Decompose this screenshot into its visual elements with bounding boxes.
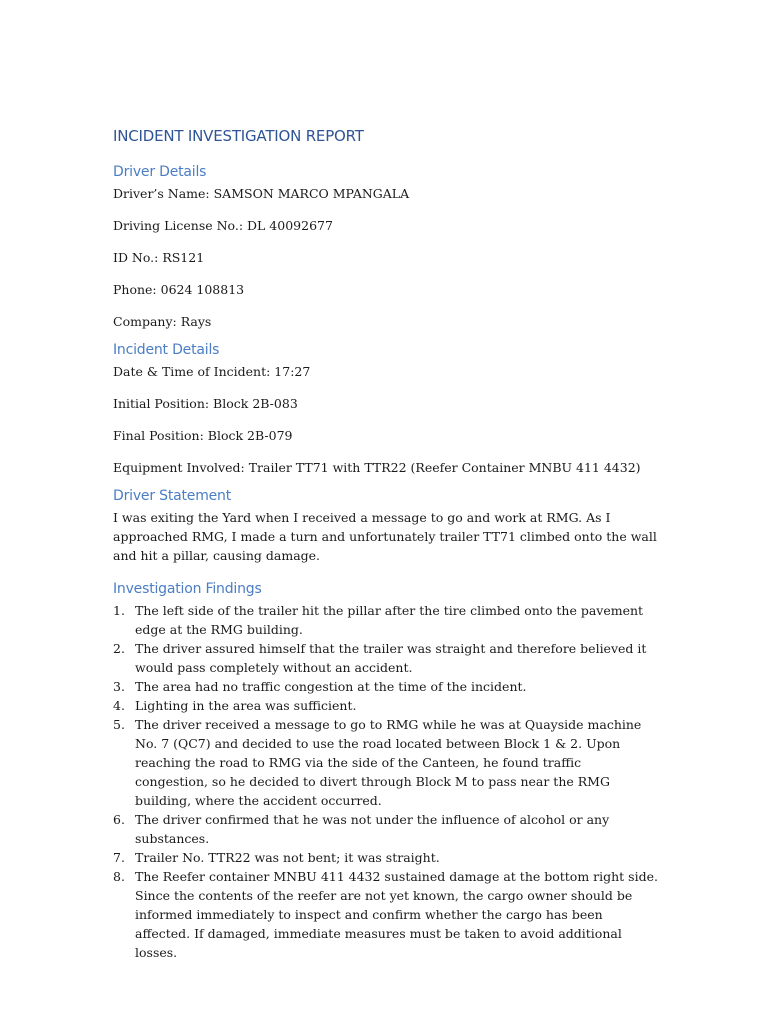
report-title: INCIDENT INVESTIGATION REPORT [113, 127, 364, 145]
finding-item [113, 848, 658, 867]
finding-text: Lighting in the area was sufficient. [135, 698, 357, 713]
finding-number: 6. [113, 812, 125, 827]
finding-item [113, 867, 658, 962]
driver-name-field: Driver’s Name: SAMSON MARCO MPANGALA [113, 186, 410, 201]
company-field: Company: Rays [113, 314, 212, 329]
investigation-findings-heading: Investigation Findings [113, 581, 262, 597]
finding-text: The driver confirmed that he was not under the influence of alcohol or any substances. [135, 812, 610, 846]
driver-statement-heading: Driver Statement [113, 488, 232, 504]
finding-number: 7. [113, 850, 125, 865]
finding-item [113, 715, 658, 810]
finding-item [113, 810, 658, 848]
finding-number: 3. [113, 679, 125, 694]
report-page [113, 125, 658, 962]
finding-text: The left side of the trailer hit the pillar after the tire climbed onto the pavement edge at the RMG building. [135, 603, 644, 637]
finding-item [113, 601, 658, 639]
initial-position-field: Initial Position: Block 2B-083 [113, 396, 298, 411]
finding-text: The driver assured himself that the trailer was straight and therefore believed it would pass completely without an accident. [135, 641, 647, 675]
incident-details-heading: Incident Details [113, 342, 220, 358]
finding-item [113, 696, 658, 715]
finding-number: 1. [113, 603, 125, 618]
incident-datetime-field: Date & Time of Incident: 17:27 [113, 364, 311, 379]
finding-number: 4. [113, 698, 125, 713]
finding-number: 2. [113, 641, 125, 656]
incident-details-section [113, 340, 658, 477]
driver-details-section [113, 162, 658, 331]
equipment-involved-field: Equipment Involved: Trailer TT71 with TTR22 (Reefer Container MNBU 411 4432) [113, 460, 641, 475]
driver-statement-section [113, 486, 658, 565]
finding-text: The Reefer container MNBU 411 4432 sustained damage at the bottom right side. Since the contents of the reefer are not yet known, the cargo owner should be informed immediately to inspect and confirm whether the cargo has been affected. If damaged, immediate measures must be taken to avoid additional losses. [135, 869, 658, 960]
finding-item [113, 677, 658, 696]
finding-text: The driver received a message to go to RMG while he was at Quayside machine No. 7 (QC7) and decided to use the road located between Block 1 & 2. Upon reaching the road to RMG via the side of the Canteen, he found traffic congestion, so he decided to divert through Block M to pass near the RMG building, where the accident occurred. [135, 717, 642, 808]
id-number-field: ID No.: RS121 [113, 250, 205, 265]
investigation-findings-section [113, 579, 658, 962]
final-position-field: Final Position: Block 2B-079 [113, 428, 293, 443]
finding-number: 5. [113, 717, 125, 732]
finding-text: Trailer No. TTR22 was not bent; it was straight. [135, 850, 440, 865]
finding-text: The area had no traffic congestion at the time of the incident. [135, 679, 527, 694]
phone-field: Phone: 0624 108813 [113, 282, 245, 297]
driver-statement-text: I was exiting the Yard when I received a message to go and work at RMG. As I approached RMG, I made a turn and unfortunately trailer TT71 climbed onto the wall and hit a pillar, causing damage. [113, 510, 657, 563]
findings-list [113, 601, 658, 962]
finding-item [113, 639, 658, 677]
driving-license-field: Driving License No.: DL 40092677 [113, 218, 333, 233]
driver-details-heading: Driver Details [113, 164, 207, 180]
finding-number: 8. [113, 869, 125, 884]
